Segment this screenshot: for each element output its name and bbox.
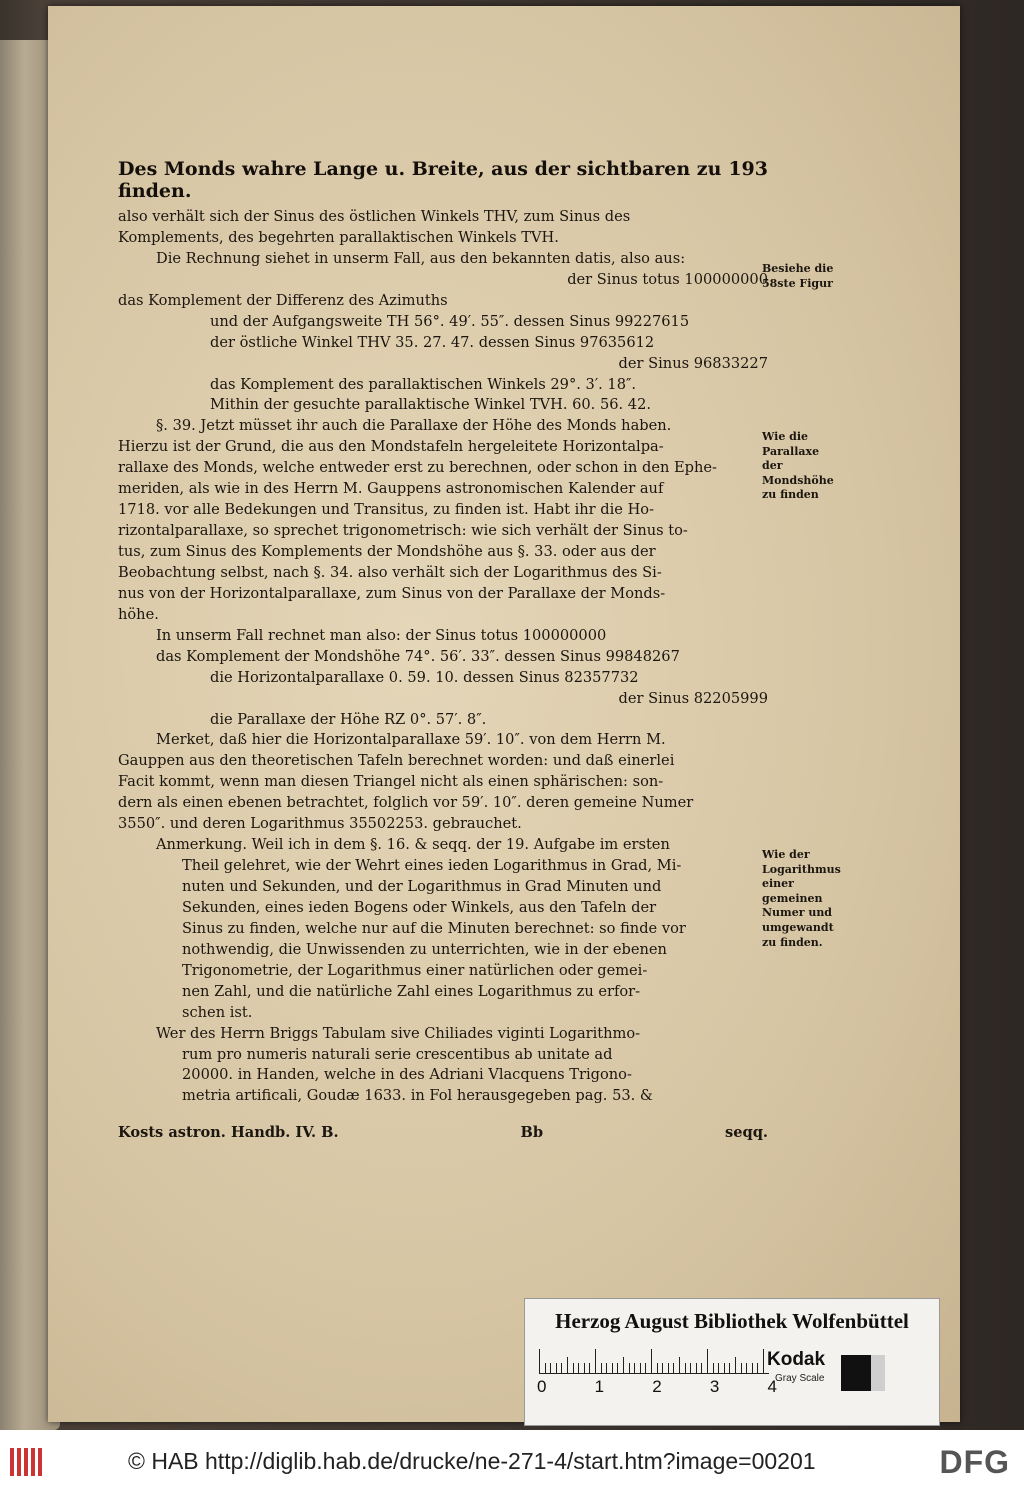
- text-line: und der Aufgangsweite TH 56°. 49′. 55″. dessen Sinus 99227615: [210, 312, 690, 330]
- library-color-card: [524, 1298, 940, 1426]
- ruler-tick: [685, 1363, 686, 1373]
- ruler-tick: [713, 1363, 714, 1373]
- text-line: metria artificali, Goudæ 1633. in Fol herausgegeben pag. 53. &: [182, 1087, 653, 1105]
- text-line: schen ist.: [182, 1003, 253, 1021]
- margin-note: Wie der Logarithmus einer gemeinen Numer und umgewandt zu finden.: [762, 848, 841, 949]
- ruler-tick: [595, 1349, 596, 1373]
- text-line: der Sinus totus 100000000: [567, 270, 768, 288]
- source-url[interactable]: © HAB http://diglib.hab.de/drucke/ne-271-4/start.htm?image=00201: [128, 1448, 816, 1474]
- ruler-tick: [561, 1363, 562, 1373]
- scale-ruler: [539, 1347, 769, 1374]
- text-line: Hierzu ist der Grund, die aus den Mondstafeln hergeleitete Horizontalpa-: [118, 438, 664, 456]
- ruler-tick: [673, 1363, 674, 1373]
- ruler-tick: [550, 1363, 551, 1373]
- ruler-tick: [757, 1363, 758, 1373]
- text-line: der Sinus 82205999: [618, 689, 768, 707]
- ruler-tick: [735, 1357, 736, 1373]
- ruler-tick: [668, 1363, 669, 1373]
- ruler-tick: [662, 1363, 663, 1373]
- text-line: nothwendig, die Unwissenden zu unterrichten, wie in der ebenen: [182, 940, 667, 958]
- signature-title: Kosts astron. Handb. IV. B.: [118, 1124, 339, 1141]
- running-header: [118, 158, 768, 202]
- text-line: Anmerkung. Weil ich in dem §. 16. & seqq. der 19. Aufgabe im ersten: [156, 836, 670, 854]
- ruler-tick: [634, 1363, 635, 1373]
- text-line: Trigonometrie, der Logarithmus einer natürlichen oder gemei-: [182, 961, 648, 979]
- text-line: meriden, als wie in des Herrn M. Gauppens astronomischen Kalender auf: [118, 480, 664, 498]
- black-swatch: [841, 1355, 871, 1391]
- signature-mark: Bb: [520, 1124, 544, 1141]
- text-line: In unserm Fall rechnet man also: der Sinus totus 100000000: [156, 626, 607, 644]
- page-body-text: [118, 207, 768, 1107]
- ruler-tick: [707, 1349, 708, 1373]
- ruler-tick: [584, 1363, 585, 1373]
- text-line: rum pro numeris naturali serie crescentibus ab unitate ad: [182, 1045, 613, 1063]
- text-line: nen Zahl, und die natürliche Zahl eines Logarithmus zu erfor-: [182, 982, 641, 1000]
- text-line: 3550″. und deren Logarithmus 35502253. gebrauchet.: [118, 815, 522, 833]
- ruler-tick: [724, 1363, 725, 1373]
- text-line: Sekunden, eines ieden Bogens oder Winkels, aus den Tafeln der: [182, 898, 657, 916]
- ruler-tick: [752, 1363, 753, 1373]
- text-line: dern als einen ebenen betrachtet, folglich vor 59′. 10″. deren gemeine Numer: [118, 794, 694, 812]
- margin-note: Besiehe die 58ste Figur: [762, 262, 834, 290]
- text-line: das Komplement des parallaktischen Winkels 29°. 3′. 18″.: [210, 375, 637, 393]
- catchword: seqq.: [724, 1124, 768, 1141]
- kodak-logo: Kodak: [767, 1349, 826, 1370]
- text-line: §. 39. Jetzt müsset ihr auch die Parallaxe der Höhe des Monds haben.: [156, 417, 672, 435]
- ruler-tick: [612, 1363, 613, 1373]
- gray-scale-label: Gray Scale: [775, 1373, 825, 1384]
- text-line: 20000. in Handen, welche in des Adriani Vlacquens Trigono-: [182, 1066, 632, 1084]
- text-line: Theil gelehret, wie der Wehrt eines ieden Logarithmus in Grad, Mi-: [182, 857, 682, 875]
- text-line: Mithin der gesuchte parallaktische Winkel TVH. 60. 56. 42.: [210, 396, 651, 414]
- text-line: die Horizontalparallaxe 0. 59. 10. dessen Sinus 82357732: [210, 668, 639, 686]
- text-line: die Parallaxe der Höhe RZ 0°. 57′. 8″.: [210, 710, 487, 728]
- library-name: Herzog August Bibliothek Wolfenbüttel: [555, 1309, 909, 1333]
- ruler-tick: [539, 1349, 540, 1373]
- ruler-tick: [567, 1357, 568, 1373]
- ruler-tick: [606, 1363, 607, 1373]
- page-footer: [118, 1124, 768, 1141]
- ruler-tick: [573, 1363, 574, 1373]
- text-line: Sinus zu finden, welche nur auf die Minuten berechnet: so finde vor: [182, 919, 686, 937]
- ruler-tick: [657, 1363, 658, 1373]
- text-line: rizontalparallaxe, so sprechet trigonometrisch: wie sich verhält der Sinus to-: [118, 522, 688, 540]
- text-line: Gauppen aus den theoretischen Tafeln berechnet worden: und daß einerlei: [118, 752, 675, 770]
- ruler-tick: [696, 1363, 697, 1373]
- text-line: höhe.: [118, 605, 159, 623]
- text-line: der östliche Winkel THV 35. 27. 47. dessen Sinus 97635612: [210, 333, 655, 351]
- ruler-tick: [601, 1363, 602, 1373]
- ruler-tick: [556, 1363, 557, 1373]
- ruler-tick: [623, 1357, 624, 1373]
- text-line: Merket, daß hier die Horizontalparallaxe 59′. 10″. von dem Herrn M.: [156, 731, 666, 749]
- margin-note: Wie die Parallaxe der Mondshöhe zu finden: [762, 430, 834, 502]
- text-line: nuten und Sekunden, und der Logarithmus in Grad Minuten und: [182, 878, 662, 895]
- ruler-tick: [617, 1363, 618, 1373]
- ruler-number: 4: [767, 1377, 777, 1396]
- dfg-logo: DFG: [939, 1444, 1010, 1480]
- hab-logo-icon: [8, 1444, 44, 1480]
- text-line: das Komplement der Differenz des Azimuths: [118, 291, 448, 309]
- viewer-bottom-bar: [0, 1430, 1024, 1494]
- header-title: Des Monds wahre Lange u. Breite, aus der sichtbaren zu finden.: [118, 158, 722, 202]
- ruler-tick: [545, 1363, 546, 1373]
- ruler-number: 0: [537, 1377, 547, 1396]
- ruler-numbers: [537, 1377, 777, 1397]
- ruler-tick: [578, 1363, 579, 1373]
- ruler-tick: [640, 1363, 641, 1373]
- text-line: Komplements, des begehrten parallaktischen Winkels TVH.: [118, 228, 559, 246]
- ruler-number: 1: [594, 1377, 605, 1396]
- text-line: tus, zum Sinus des Komplements der Mondshöhe aus §. 33. oder aus der: [118, 543, 656, 560]
- gray-swatch: [871, 1355, 885, 1391]
- ruler-tick: [741, 1363, 742, 1373]
- text-line: das Komplement der Mondshöhe 74°. 56′. 33″. dessen Sinus 99848267: [156, 647, 680, 665]
- ruler-tick: [651, 1349, 652, 1373]
- text-line: 1718. vor alle Bedekungen und Transitus, zu finden ist. Habt ihr die Ho-: [118, 501, 655, 519]
- text-line: rallaxe des Monds, welche entweder erst zu berechnen, oder schon in den Ephe-: [118, 459, 717, 477]
- ruler-tick: [746, 1363, 747, 1373]
- text-line: der Sinus 96833227: [618, 354, 768, 372]
- text-line: also verhält sich der Sinus des östlichen Winkels THV, zum Sinus des: [118, 208, 631, 225]
- ruler-tick: [629, 1363, 630, 1373]
- page-number: 193: [728, 158, 768, 180]
- ruler-tick: [645, 1363, 646, 1373]
- ruler-tick: [690, 1363, 691, 1373]
- text-line: Beobachtung selbst, nach §. 34. also verhält sich der Logarithmus des Si-: [118, 563, 662, 581]
- text-line: Die Rechnung siehet in unserm Fall, aus den bekannten datis, also aus:: [156, 249, 686, 267]
- ruler-tick: [589, 1363, 590, 1373]
- ruler-number: 3: [709, 1377, 720, 1396]
- ruler-tick: [718, 1363, 719, 1373]
- ruler-tick: [701, 1363, 702, 1373]
- text-line: Facit kommt, wenn man diesen Triangel nicht als einen sphärischen: son-: [118, 773, 664, 791]
- ruler-number: 2: [652, 1377, 662, 1396]
- ruler-tick: [729, 1363, 730, 1373]
- text-line: Wer des Herrn Briggs Tabulam sive Chiliades viginti Logarithmo-: [156, 1024, 641, 1042]
- text-line: nus von der Horizontalparallaxe, zum Sinus von der Parallaxe der Monds-: [118, 584, 666, 602]
- ruler-tick: [763, 1349, 764, 1373]
- ruler-tick: [679, 1357, 680, 1373]
